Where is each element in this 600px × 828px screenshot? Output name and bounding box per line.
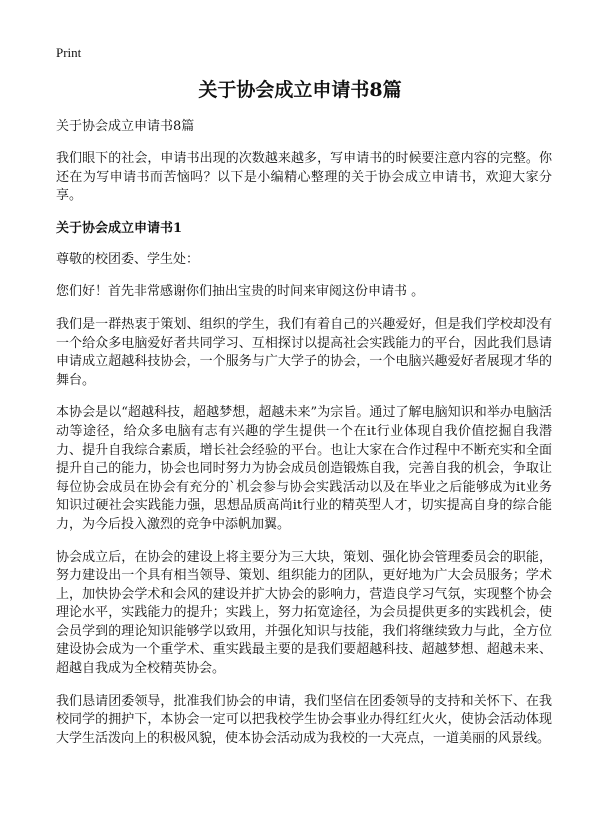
- body-paragraph-about: 我们是一群热衷于策划、组织的学生，我们有着自己的兴趣爱好，但是我们学校却没有一个给众多电脑爱好者共同学习、互相探讨以提高社会实践能力的平台，因此我们恳请申请成立超越科技协会，一个服务与广大学子的协会，一个电脑兴趣爱好者展现才华的舞台。: [56, 316, 552, 388]
- document-subtitle: 关于协会成立申请书8篇: [56, 119, 195, 134]
- body-paragraph-request: 我们恳请团委领导，批准我们协会的申请，我们坚信在团委领导的支持和关怀下、在我校同学的拥护下，本协会一定可以把我校学生协会事业办得红红火火，使协会活动体现大学生活泼向上的积极风貌，使本协会活动成为我校的一大亮点，一道美丽的风景线。: [56, 693, 552, 746]
- section-heading: 关于协会成立申请书1: [56, 220, 183, 236]
- salutation: 尊敬的校团委、学生处：: [56, 251, 200, 267]
- greeting-paragraph: 您们好！首先非常感谢你们抽出宝贵的时间来审阅这份申请书 。: [56, 284, 425, 300]
- print-link[interactable]: Print: [56, 45, 82, 60]
- body-paragraph-purpose: 本协会是以“超越科技，超越梦想，超越未来”为宗旨。通过了解电脑知识和举办电脑活动等途径，给众多电脑有志有兴趣的学生提供一个在it行业体现自我价值挖掘自我潜力、提升自我综合素质，增长社会经验的平台。也让大家在合作过程中不断充实和全面提升自己的能力，协会也同时努力为协会成员创造锻炼自我，完善自我的机会，争取让每位协会成员在协会有充分的`机会参与协会实践活动以及在毕业之后能够成为it业务知识过硬社会实践能力强，思想品质高尚it行业的精英型人才，切实提高自身的综合能力，为今后投入激烈的竞争中添帆加翼。: [56, 405, 552, 532]
- page-title: 关于协会成立申请书8篇: [198, 79, 402, 101]
- intro-paragraph: 我们眼下的社会，申请书出现的次数越来越多，写申请书的时候要注意内容的完整。你还在为写申请书而苦恼吗？以下是小编精心整理的关于协会成立申请书，欢迎大家分享。: [56, 151, 552, 204]
- document-body: [56, 118, 552, 762]
- body-paragraph-plan: 协会成立后，在协会的建设上将主要分为三大块，策划、强化协会管理委员会的职能，努力建设出一个具有相当领导、策划、组织能力的团队，更好地为广大会员服务；学术上，加快协会学术和会风的建设并扩大协会的影响力，营造良学习气氛，实现整个协会理论水平，实践能力的提升；实践上，努力拓宽途径，为会员提供更多的实践机会，使会员学到的理论知识能够学以致用，并强化知识与技能，我们将继续致力与此，全方位建设协会成为一个重学术、重实践最主要的是我们要超越科技、超越梦想、超越未来、超越自我成为全校精英协会。: [56, 549, 552, 677]
